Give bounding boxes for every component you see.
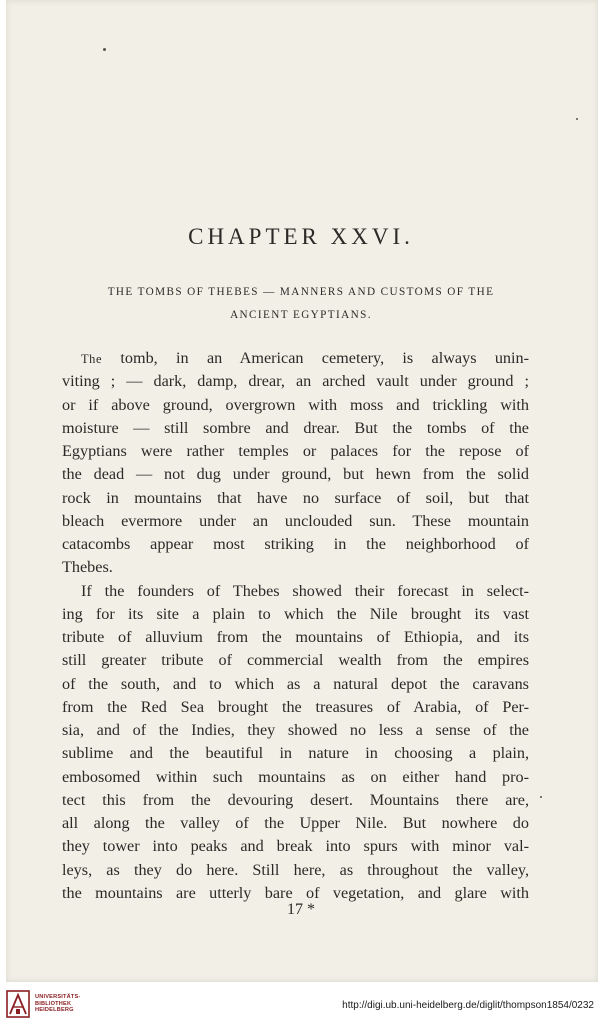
speck	[103, 48, 106, 51]
text-line: the mountains are utterly bare of vegetation, and glare with	[62, 883, 529, 902]
viewer-footer	[0, 982, 602, 1030]
speck	[540, 796, 542, 798]
library-seal-icon	[6, 990, 30, 1018]
text-line: bleach evermore under an unclouded sun. These mountain	[62, 511, 529, 530]
text-line: viting ; — dark, damp, drear, an arched vault under ground ;	[62, 372, 529, 391]
text-line: catacombs appear most striking in the neighborhood of	[62, 535, 529, 553]
text-line: rock in mountains that have no surface of soil, but that	[62, 488, 529, 507]
signature-mark: 17 *	[287, 901, 315, 918]
speck	[576, 118, 578, 120]
small-caps-word: The	[81, 352, 103, 366]
text-line: The tomb, in an American cemetery, is always unin-	[81, 349, 529, 367]
text-line: leys, as they do here. Still here, as throughout the valley,	[62, 860, 529, 879]
text-line: or if above ground, overgrown with moss and trickling with	[62, 395, 529, 414]
text-line: they tower into peaks and break into spurs with minor val-	[62, 837, 529, 856]
text-line: of the south, and to which as a natural depot the caravans	[62, 674, 529, 693]
library-logo[interactable]	[6, 990, 81, 1018]
text-line: the dead — not dug under ground, but hewn from the solid	[62, 465, 529, 484]
chapter-subtitle-line-1: THE TOMBS OF THEBES — MANNERS AND CUSTOMS OF THE	[107, 286, 495, 298]
text-line: If the founders of Thebes showed their forecast in select-	[81, 581, 529, 600]
text-line: sublime and the beautiful in nature in choosing a plain,	[62, 744, 529, 763]
text-line: all along the valley of the Upper Nile. But nowhere do	[62, 814, 529, 832]
text-line: Thebes.	[62, 558, 113, 577]
text-line: sia, and of the Indies, they showed no less a sense of the	[62, 721, 529, 739]
text-line: Egyptians were rather temples or palaces for the repose of	[62, 442, 529, 460]
text-line: tect this from the devouring desert. Mountains there are,	[62, 790, 529, 809]
text-line: still greater tribute of commercial wealth from the empires	[62, 651, 529, 670]
text-line: from the Red Sea brought the treasures of Arabia, of Per-	[62, 697, 529, 716]
text-line: embosomed within such mountains as on either hand pro-	[62, 767, 529, 786]
text-line: ing for its site a plain to which the Nile brought its vast	[62, 604, 529, 623]
chapter-subtitle-line-2: ANCIENT EGYPTIANS.	[230, 309, 372, 321]
source-url[interactable]: http://digi.ub.uni-heidelberg.de/diglit/thompson1854/0232	[342, 1000, 594, 1011]
chapter-heading: CHAPTER XXVI.	[188, 224, 414, 249]
text-line: tribute of alluvium from the mountains of Ethiopia, and its	[62, 628, 529, 646]
library-logo-text: UNIVERSITÄTS- BIBLIOTHEK HEIDELBERG	[35, 994, 81, 1014]
text-line: moisture — still sombre and drear. But the tombs of the	[62, 418, 529, 437]
body-text	[62, 347, 529, 905]
